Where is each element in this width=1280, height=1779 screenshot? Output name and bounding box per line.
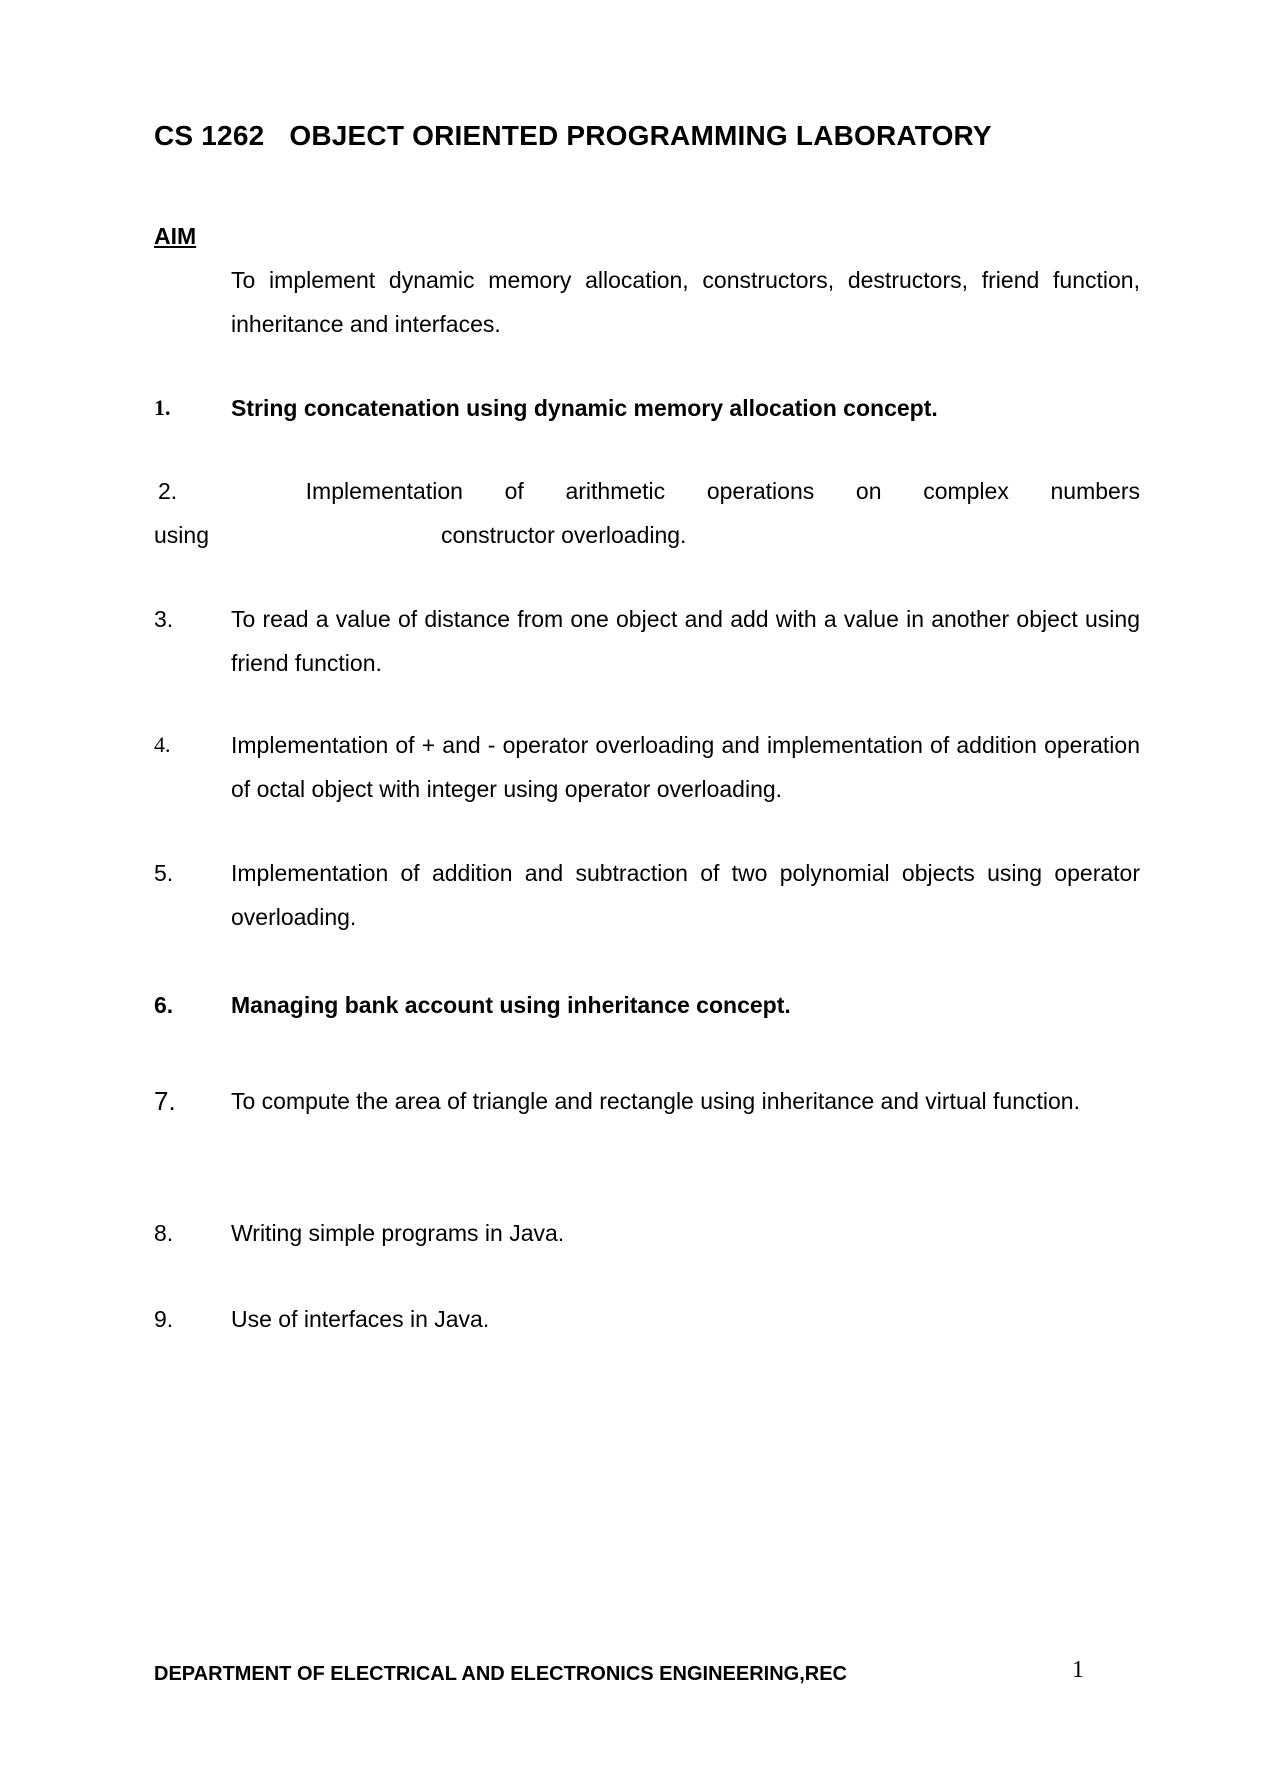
item-number: 4. bbox=[154, 732, 171, 757]
item-number: 1. bbox=[154, 395, 171, 420]
list-item bbox=[154, 1211, 1140, 1255]
item-number: 7. bbox=[154, 1086, 176, 1116]
item-number: 2. bbox=[158, 478, 178, 504]
item-line bbox=[154, 469, 1140, 513]
item-line bbox=[154, 513, 1140, 557]
footer-department: DEPARTMENT OF ELECTRICAL AND ELECTRONICS ENGINEERING,REC bbox=[154, 1663, 847, 1685]
page-title bbox=[154, 120, 992, 152]
page-number: 1 bbox=[1072, 1657, 1084, 1683]
item-text: Managing bank account using inheritance concept. bbox=[231, 992, 791, 1018]
course-title: OBJECT ORIENTED PROGRAMMING LABORATORY bbox=[289, 120, 992, 151]
item-word: complex bbox=[923, 478, 1009, 504]
list-item bbox=[154, 1297, 1140, 1341]
item-word: numbers bbox=[1050, 478, 1140, 504]
list-item bbox=[154, 723, 1140, 811]
item-number: 8. bbox=[154, 1220, 174, 1246]
item-number: 6. bbox=[154, 992, 174, 1018]
item-word: on bbox=[855, 478, 882, 504]
list-item bbox=[154, 386, 1140, 430]
list-item bbox=[154, 1078, 1140, 1125]
aim-heading: AIM bbox=[154, 223, 197, 249]
course-code: CS 1262 bbox=[154, 120, 265, 151]
item-text: Implementation of + and - operator overloading and implementation of addition operation of octal object with integer using operator overloading. bbox=[231, 732, 1140, 802]
item-text: constructor overloading. bbox=[440, 522, 687, 548]
list-item bbox=[154, 597, 1140, 685]
item-word: of bbox=[504, 478, 524, 504]
item-number: 5. bbox=[154, 860, 174, 886]
item-text: To read a value of distance from one object and add with a value in another object using friend function. bbox=[231, 606, 1140, 676]
aim-text: To implement dynamic memory allocation, constructors, destructors, friend function, inheritance and interfaces. bbox=[231, 267, 1140, 337]
list-item bbox=[154, 469, 1140, 557]
list-item bbox=[154, 983, 1140, 1027]
list-item bbox=[154, 851, 1140, 939]
item-text: String concatenation using dynamic memory allocation concept. bbox=[231, 395, 938, 421]
item-word: arithmetic bbox=[565, 478, 666, 504]
item-number: 9. bbox=[154, 1306, 174, 1332]
item-text: Use of interfaces in Java. bbox=[231, 1306, 490, 1332]
item-word: using bbox=[154, 522, 209, 548]
item-word: Implementation bbox=[305, 478, 463, 504]
item-text: Implementation of addition and subtraction of two polynomial objects using operator overloading. bbox=[231, 860, 1140, 930]
item-word: operations bbox=[706, 478, 815, 504]
item-number: 3. bbox=[154, 606, 174, 632]
item-text: To compute the area of triangle and rectangle using inheritance and virtual function. bbox=[231, 1088, 1080, 1114]
item-text: Writing simple programs in Java. bbox=[231, 1220, 565, 1246]
